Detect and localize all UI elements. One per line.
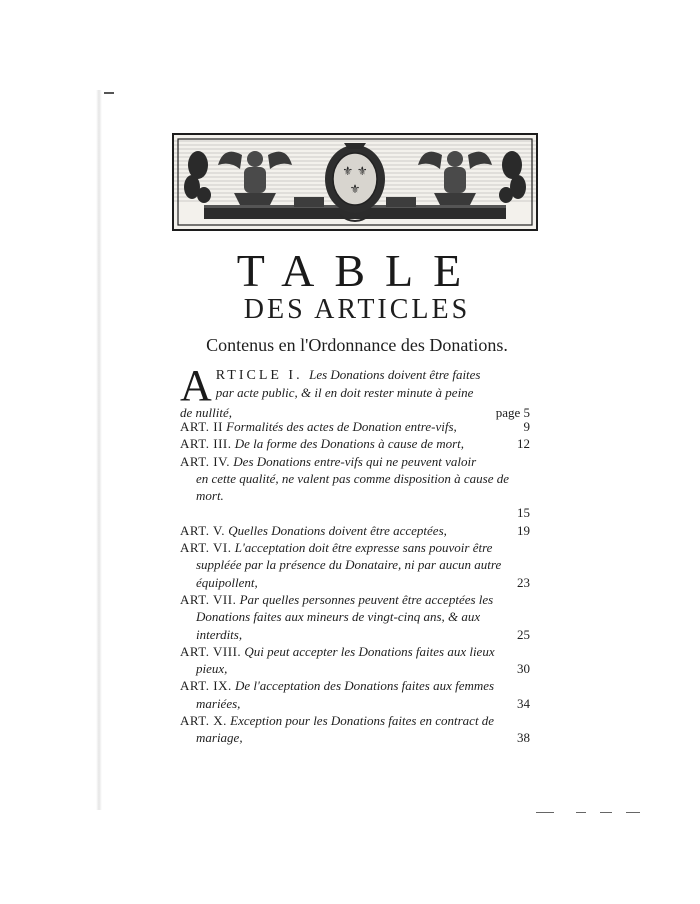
table-of-contents xyxy=(180,361,530,747)
toc-entry xyxy=(180,361,530,420)
article-text: Quelles Donations doivent être acceptées, xyxy=(228,522,447,538)
page-title: TABLE xyxy=(236,245,482,296)
article-text: interdits, xyxy=(196,626,243,642)
margin-mark xyxy=(104,92,114,94)
article-number: ART. VII. xyxy=(180,591,237,607)
toc-entry xyxy=(180,522,530,539)
article-text: Les Donations doivent être faites xyxy=(309,367,481,382)
article-text: Qui peut accepter les Donations faites aux lieux xyxy=(244,643,495,659)
toc-entry xyxy=(180,418,530,435)
article-text: équipollent, xyxy=(196,574,258,590)
article-number: ART. VI. xyxy=(180,540,232,556)
article-text: mariées, xyxy=(196,695,241,711)
article-number: ART. II xyxy=(180,419,223,434)
article-number: ART. X. xyxy=(180,713,227,729)
article-text: Par quelles personnes peuvent être acceptées les xyxy=(239,591,494,607)
page-label: page xyxy=(495,405,521,420)
article-text: mort. xyxy=(196,488,224,504)
toc-entry xyxy=(180,453,530,522)
article-text: mariage, xyxy=(196,730,243,746)
article-text: de nullité, xyxy=(180,405,232,420)
article-text: L'acceptation doit être expresse sans pouvoir être xyxy=(234,540,493,556)
article-text: Exception pour les Donations faites en contract de xyxy=(230,713,495,729)
article-text: suppléée par la présence du Donataire, ni par aucun autre xyxy=(196,557,502,573)
toc-entry xyxy=(180,591,530,643)
article-text: en cette qualité, ne valent pas comme disposition à cause de xyxy=(196,470,510,486)
article-number: ART. VIII. xyxy=(180,643,242,659)
article-text: De la forme des Donations à cause de mort, xyxy=(234,436,465,452)
engraved-headpiece xyxy=(172,133,538,231)
page-number: 34 xyxy=(517,695,530,711)
article-text: Donations faites aux mineurs de vingt-cinq ans, & aux xyxy=(196,609,481,625)
toc-entry xyxy=(180,435,530,452)
article-text: De l'acceptation des Donations faites aux femmes xyxy=(234,678,495,694)
toc-entry xyxy=(180,539,530,591)
article-text: Formalités des actes de Donation entre-vifs, xyxy=(226,419,457,434)
page-number: 9 xyxy=(523,419,530,434)
article-number: ART. V. xyxy=(180,522,225,538)
article-number: RTICLE I. xyxy=(215,368,303,383)
headpiece-ornament xyxy=(174,135,536,229)
page-number: 12 xyxy=(517,436,530,452)
article-number: ART. III. xyxy=(180,436,232,452)
svg-text:⚜ ⚜: ⚜ ⚜ xyxy=(342,164,368,178)
page-subheading: Contenus en l'Ordonnance des Donations. xyxy=(206,335,508,355)
page-number: 25 xyxy=(517,626,530,642)
page-subtitle: DES ARTICLES xyxy=(243,294,471,325)
toc-entry xyxy=(180,677,530,712)
page-number: 5 xyxy=(523,405,530,420)
bottom-marks xyxy=(536,812,646,816)
article-number: ART. IV. xyxy=(180,453,231,469)
page-number: 19 xyxy=(517,522,530,538)
page-number: 23 xyxy=(517,574,530,590)
page-number: 30 xyxy=(517,661,530,677)
article-text: Des Donations entre-vifs qui ne peuvent valoir xyxy=(233,453,477,469)
drop-cap: A xyxy=(180,361,212,410)
page-number: 38 xyxy=(517,730,530,746)
toc-entry xyxy=(180,643,530,678)
page-gutter-shadow xyxy=(96,90,102,810)
svg-text:⚜: ⚜ xyxy=(349,182,361,196)
article-number: ART. IX. xyxy=(180,678,232,694)
toc-entry xyxy=(180,712,530,747)
article-text: par acte public, & il en doit rester minute à peine xyxy=(215,385,474,401)
page-number: 15 xyxy=(517,505,530,521)
article-text: pieux, xyxy=(196,661,228,677)
